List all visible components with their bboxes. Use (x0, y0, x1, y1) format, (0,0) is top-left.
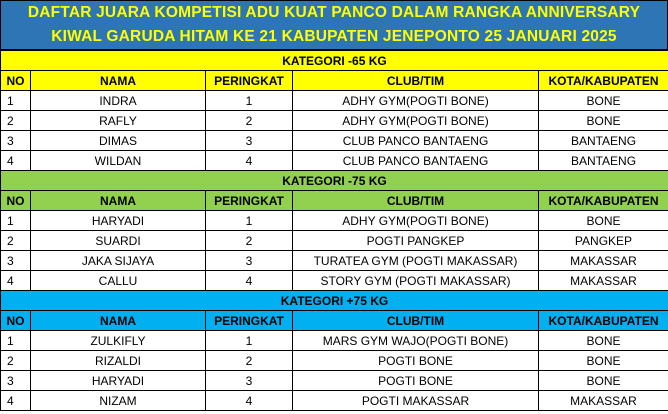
cell-club: POGTI MAKASSAR (293, 391, 539, 411)
column-header-row (1, 191, 668, 211)
column-header-row (1, 71, 668, 91)
cell-kota: BANTAENG (539, 151, 668, 171)
cell-nama: HARYADI (31, 211, 206, 231)
table-row (1, 151, 668, 171)
cell-peringkat: 4 (206, 271, 293, 291)
cell-no: 1 (1, 211, 31, 231)
cell-club: POGTI BONE (293, 351, 539, 371)
cell-nama: DIMAS (31, 131, 206, 151)
cell-peringkat: 3 (206, 371, 293, 391)
table-row (1, 371, 668, 391)
cell-club: ADHY GYM(POGTI BONE) (293, 111, 539, 131)
cell-kota: BONE (539, 371, 668, 391)
cell-kota: BONE (539, 211, 668, 231)
cell-no: 2 (1, 111, 31, 131)
header-kota: KOTA/KABUPATEN (539, 71, 668, 91)
cell-kota: MAKASSAR (539, 271, 668, 291)
header-nama: NAMA (31, 311, 206, 331)
cell-peringkat: 4 (206, 151, 293, 171)
results-table (0, 50, 668, 411)
cell-kota: BONE (539, 351, 668, 371)
cell-no: 4 (1, 151, 31, 171)
cell-club: POGTI PANGKEP (293, 231, 539, 251)
results-table-body (1, 51, 668, 411)
header-club: CLUB/TIM (293, 191, 539, 211)
table-row (1, 91, 668, 111)
cell-club: ADHY GYM(POGTI BONE) (293, 91, 539, 111)
cell-kota: BONE (539, 111, 668, 131)
table-row (1, 271, 668, 291)
category-label: KATEGORI +75 KG (1, 291, 668, 311)
cell-club: MARS GYM WAJO(POGTI BONE) (293, 331, 539, 351)
cell-peringkat: 1 (206, 91, 293, 111)
header-kota: KOTA/KABUPATEN (539, 311, 668, 331)
cell-club: POGTI BONE (293, 371, 539, 391)
cell-no: 2 (1, 231, 31, 251)
category-row (1, 51, 668, 71)
cell-kota: MAKASSAR (539, 251, 668, 271)
cell-nama: HARYADI (31, 371, 206, 391)
title-line-1: DAFTAR JUARA KOMPETISI ADU KUAT PANCO DALAM RANGKA ANNIVERSARY (27, 4, 641, 21)
header-no: NO (1, 71, 31, 91)
table-row (1, 351, 668, 371)
sheet-title (0, 0, 668, 50)
cell-kota: BONE (539, 91, 668, 111)
category-label: KATEGORI -75 KG (1, 171, 668, 191)
header-no: NO (1, 191, 31, 211)
header-peringkat: PERINGKAT (206, 191, 293, 211)
cell-club: CLUB PANCO BANTAENG (293, 131, 539, 151)
cell-no: 4 (1, 391, 31, 411)
table-row (1, 211, 668, 231)
title-line-2: KIWAL GARUDA HITAM KE 21 KABUPATEN JENEPONTO 25 JANUARI 2025 (51, 28, 617, 45)
header-club: CLUB/TIM (293, 311, 539, 331)
cell-nama: RIZALDI (31, 351, 206, 371)
header-club: CLUB/TIM (293, 71, 539, 91)
cell-nama: INDRA (31, 91, 206, 111)
column-header-row (1, 311, 668, 331)
cell-kota: BANTAENG (539, 131, 668, 151)
header-peringkat: PERINGKAT (206, 71, 293, 91)
table-row (1, 391, 668, 411)
header-nama: NAMA (31, 71, 206, 91)
header-nama: NAMA (31, 191, 206, 211)
cell-club: STORY GYM (POGTI MAKASSAR) (293, 271, 539, 291)
cell-nama: RAFLY (31, 111, 206, 131)
cell-peringkat: 2 (206, 351, 293, 371)
category-row (1, 171, 668, 191)
cell-peringkat: 2 (206, 111, 293, 131)
cell-no: 3 (1, 251, 31, 271)
cell-no: 4 (1, 271, 31, 291)
header-kota: KOTA/KABUPATEN (539, 191, 668, 211)
cell-no: 1 (1, 91, 31, 111)
cell-nama: CALLU (31, 271, 206, 291)
cell-nama: WILDAN (31, 151, 206, 171)
table-row (1, 231, 668, 251)
category-row (1, 291, 668, 311)
table-row (1, 131, 668, 151)
cell-nama: NIZAM (31, 391, 206, 411)
cell-club: CLUB PANCO BANTAENG (293, 151, 539, 171)
table-row (1, 251, 668, 271)
cell-kota: PANGKEP (539, 231, 668, 251)
cell-kota: MAKASSAR (539, 391, 668, 411)
table-row (1, 331, 668, 351)
header-no: NO (1, 311, 31, 331)
cell-nama: SUARDI (31, 231, 206, 251)
cell-peringkat: 3 (206, 251, 293, 271)
cell-peringkat: 1 (206, 331, 293, 351)
cell-nama: ZULKIFLY (31, 331, 206, 351)
cell-no: 1 (1, 331, 31, 351)
cell-kota: BONE (539, 331, 668, 351)
cell-peringkat: 3 (206, 131, 293, 151)
table-row (1, 111, 668, 131)
cell-club: TURATEA GYM (POGTI MAKASSAR) (293, 251, 539, 271)
cell-nama: JAKA SIJAYA (31, 251, 206, 271)
cell-no: 2 (1, 351, 31, 371)
cell-peringkat: 1 (206, 211, 293, 231)
header-peringkat: PERINGKAT (206, 311, 293, 331)
cell-peringkat: 4 (206, 391, 293, 411)
cell-club: ADHY GYM(POGTI BONE) (293, 211, 539, 231)
category-label: KATEGORI -65 KG (1, 51, 668, 71)
cell-no: 3 (1, 131, 31, 151)
cell-peringkat: 2 (206, 231, 293, 251)
cell-no: 3 (1, 371, 31, 391)
